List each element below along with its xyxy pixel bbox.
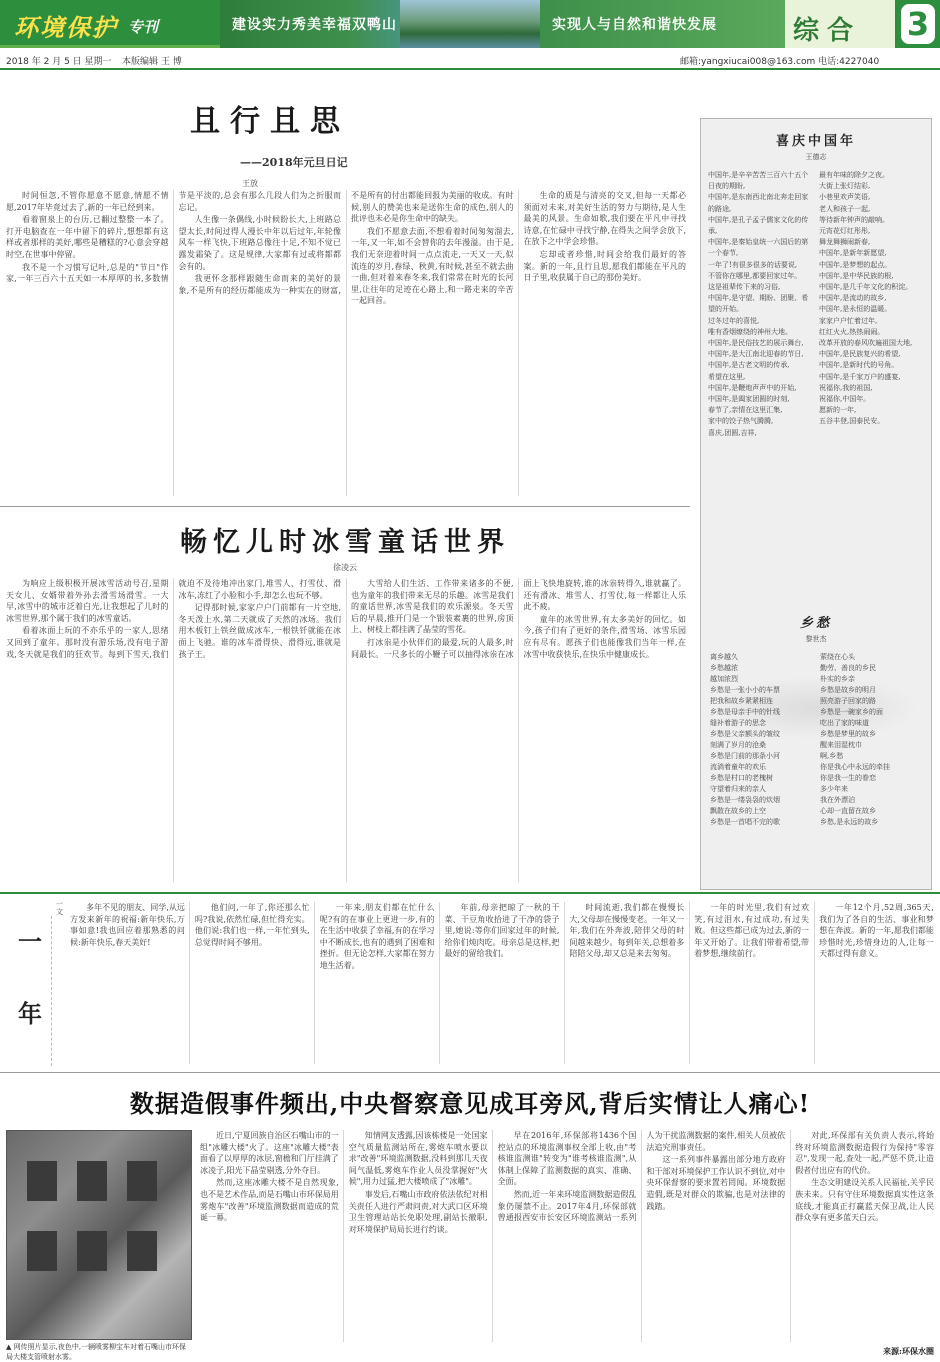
poem-line: 中国年,是新年新愿望, <box>819 249 887 258</box>
paragraph: 他们问,一年了,你还那么忙吗?我说,依然忙碌,但忙得充实。他们说:我们也一样,一年忙到头,总觉得时间不够用。 <box>194 903 310 947</box>
article-title: 数据造假事件频出,中央督察意见成耳旁风,背后实情让人痛心! <box>129 1089 811 1118</box>
paragraph: 一年的时光里,我们有过欢笑,有过泪水,有过成功,有过失败。但这些都已成为过去,新的一年又开始了。让我们带着希望,带着梦想,继续前行。 <box>694 903 810 959</box>
poem-line: 乡愁是一碗家乡的面 <box>820 708 883 716</box>
poem-line: 中国年,是永恒的温暖。 <box>819 305 892 314</box>
brand-block <box>0 0 220 48</box>
poem-line: 守望着归来的亲人 <box>710 785 766 793</box>
poem-line: 心却一直留在故乡 <box>820 807 876 815</box>
paragraph: 童年的冰雪世界,有太多美好的回忆。如今,孩子们有了更好的条件,滑雪场、冰雪乐园应有尽有。愿孩子们也能像我们当年一样,在冰雪中收获快乐,在快乐中健康成长。 <box>523 614 686 659</box>
masthead-rule <box>0 68 940 70</box>
poem-line: 中国年,是鞭炮声声中的开始, <box>708 383 797 392</box>
poem-line: 五谷丰登,国泰民安。 <box>819 417 885 426</box>
poem-line: 小巷里欢声笑语, <box>819 193 871 202</box>
poem-line: 离乡越久 <box>710 653 738 661</box>
poem-line: 醒来泪湿枕巾 <box>820 741 862 749</box>
photo-caption: ▲ 网传照片显示,夜色中,一辆喷雾柳宝车对着石嘴山市环保局大楼支管喷射水雾。 <box>6 1343 187 1361</box>
article-author: 一文 <box>56 900 63 916</box>
paragraph: 早在2016年,环保部将1436个国控站点的环境监测事权全部上收,由"考核谁监测谁"转变为"谁考核谁监测",从体制上保障了监测数据的真实、准确、全面。 <box>497 1131 637 1187</box>
poem-line: 照亮游子回家的路 <box>820 697 876 705</box>
poem-line: 希望在这里, <box>708 372 746 381</box>
poem-line: 我在外漂泊 <box>820 796 855 804</box>
poem-line: 家中的饺子热气腾腾, <box>708 417 774 426</box>
poem-line: 乡愁是故乡的明月 <box>820 686 876 694</box>
paragraph: 生态文明建设关系人民福祉,关乎民族未来。只有守住环境数据真实性这条底线,才能真正打赢蓝天保卫战,让人民群众享有更多蓝天白云。 <box>795 1178 934 1223</box>
poem-author: 黎世杰 <box>805 635 827 643</box>
paragraph: 我们不愿意去面,不想看着时间匆匆溜去,一年,又一年,如不会替你的去年漫溢。由于是,我们无奈迎着时间一点点流走,一天又一天,似流连的岁月,春绿、秋黄,有时候,甚至不就去曲一曲,但对着来春冬来,我们常常在时光的长河里,让往年的足迹在心路上,和一路走来的辛苦一起回首。 <box>351 226 514 306</box>
poem-line: 缝补着游子的思念 <box>710 719 766 727</box>
paragraph: 时间流逝,我们都在慢慢长大,父母却在慢慢变老。一年又一年,我们在外奔波,陪伴父母的时间越来越少。每到年关,总想着多陪陪父母,却又总是来去匆匆。 <box>569 903 685 959</box>
poem-line: 你是我一生的眷恋 <box>820 774 876 782</box>
poem-line: 中国年,是秦始皇统一六国后的第一个春节, <box>708 238 809 258</box>
poem-line: 中国年,是孔子孟子儒家文化的传承, <box>708 215 809 236</box>
slogan-banner-2 <box>540 0 785 48</box>
poem-line: 乡愁越浓 <box>710 664 738 672</box>
poem-line: 刻满了岁月的沧桑 <box>710 741 766 749</box>
article-author: 王放 <box>242 179 258 188</box>
article-author: 徐凌云 <box>333 563 357 572</box>
section-block <box>785 0 895 48</box>
poem-author: 王德志 <box>805 153 827 161</box>
poem-line: 中国年,是大江南北迎春的节日, <box>708 350 804 359</box>
poem-line: 勤劳、善良的乡民 <box>820 664 876 672</box>
poem-line: 喜庆,团圆,吉祥, <box>708 428 757 437</box>
photo-detail <box>27 1231 57 1271</box>
article-body <box>6 578 686 882</box>
contact-info: 邮箱:yangxiucai008@163.com 电话:4227040 <box>680 57 880 67</box>
poem-line: 中国年,是古老文明的传承, <box>708 361 790 370</box>
paragraph: 知情网友透露,因该栋楼是一处国家空气质量监测站所在,雾炮车喷水要以求"改善"环境监测数据,没料到那几天夜间气温低,雾炮车作业人员没掌握好"火候",用力过猛,把大楼喷成了"冰雕"。 <box>348 1131 488 1187</box>
poem-body <box>710 652 922 882</box>
poem-title: 乡愁 <box>799 616 832 631</box>
article-title-char: 年 <box>18 999 42 1028</box>
issue-date: 2018 年 2 月 5 日 星期一 <box>6 57 112 67</box>
paragraph: 看着窗泉上的台历,已翻过整整一本了。打开电脑查在一年中留下的碎片,想想都有这样或者那样的美好,哪些是糟糕的?心意会穿越时空,在世事中停留。 <box>6 215 169 259</box>
paragraph: 记得那时候,家家户户门前都有一片空地,冬天泼上水,第二天就成了天然的冰场。我们用木板钉上铁丝做成冰车,一根铁钎就能在冰面上飞驰。谁的冰车滑得快、滑得远,谁就是孩子王。 <box>178 603 341 659</box>
section-divider <box>0 892 940 894</box>
paragraph: 看着冰面上玩的不亦乐乎的一家人,思绪又回到了童年。那时没有游乐场,没有电子游戏,冬天就是我们的狂欢节。每到下雪天,我们就迫不及待地冲出家门,堆雪人、打雪仗、滑冰车,冻红了小脸和小手,却怎么也玩不够。 <box>6 579 341 659</box>
paragraph: 对此,环保部有关负责人表示,将始终对环境监测数据造假行为保持"零容忍",发现一起,查处一起,严惩不贷,让造假者付出应有的代价。 <box>795 1131 934 1175</box>
poem-line: 乡愁是一首唱不完的歌 <box>710 818 780 826</box>
paragraph: 一年12个月,52周,365天,我们为了各自的生活、事业和梦想在奔波。新的一年,愿我们都能珍惜时光,珍惜身边的人,让每一天都过得有意义。 <box>819 903 934 959</box>
title-ornament <box>4 916 52 1066</box>
poem-line: 红红火火,热热闹闹。 <box>819 327 885 336</box>
poem-line: 中国年,是几千年文化的积淀。 <box>819 283 913 292</box>
poem-line: 舞龙舞狮闹新春, <box>819 238 871 247</box>
poem-line: 飘散在故乡的上空 <box>710 807 766 815</box>
article-bingxue-tonghua <box>0 508 690 890</box>
poem-line: 中国年,是阖家团圆的时刻, <box>708 395 790 404</box>
article-yinian <box>0 896 940 1072</box>
poem-line: 元宵花灯红彤彤, <box>819 227 871 236</box>
poem-line: 中国年,是中华民族的根, <box>819 271 894 280</box>
poem-line: 把我和故乡紧紧相连 <box>710 697 773 705</box>
paragraph: 多年不见的朋友、同学,从远方发来新年的祝福:新年快乐,万事如意!我也回应着那熟悉的问候:新年快乐,春天美好! <box>70 903 185 947</box>
poem-line: 啊,乡愁 <box>820 752 844 760</box>
paragraph: 一年来,朋友们都在忙什么呢?有的在事业上更进一步,有的在生活中收获了幸福,有的在学习中不断成长,也有的遇到了困难和挫折。但无论怎样,大家都在努力地生活着。 <box>319 903 435 970</box>
paragraph: 打冰尜是小伙伴们的最爱,玩的人最多,时间最长。一尺多长的小鞭子可以抽得冰尜在冰面上飞快地旋转,谁的冰尜转得久,谁就赢了。还有滑冰、堆雪人、打雪仗,每一样都让人乐此不疲。 <box>351 579 686 659</box>
photo-detail <box>77 1161 107 1201</box>
landscape-photo <box>400 0 540 48</box>
poem-line: 过冬过年的喜悦, <box>708 316 760 325</box>
photo-detail <box>127 1231 157 1271</box>
divider <box>0 1072 940 1073</box>
poem-line: 乡愁,是永远的故乡 <box>820 818 879 826</box>
poem-line: 乡愁是门前的那条小河 <box>710 752 780 760</box>
poem-line: 大街上张灯结彩, <box>819 182 871 191</box>
poem-body <box>708 170 924 680</box>
article-source: 来源:环保水圈 <box>883 1346 934 1356</box>
poem-line: 中国年,是东南西北南北奔走回家的路途, <box>708 193 809 213</box>
article-body <box>6 190 686 496</box>
page-editor: 本版编辑 王 博 <box>122 57 182 67</box>
poem-line: 吃出了家的味道 <box>820 719 869 727</box>
poem-line: 等待新年钟声的敲响。 <box>819 215 889 224</box>
paragraph: 人生像一条偶线,小时候盼长大,上班路总望太长,时间过得人漫长中年以后过年,年轮像风车一样飞快,下班路总像往十足,不知不觉已露发霜染了。这是规律,大家都有过或将都都会有的。 <box>178 215 341 271</box>
poem-line: 老人和孩子一起, <box>819 204 871 213</box>
poem-line: 愿新的一年, <box>819 406 857 415</box>
brand-special-label: 专刊 <box>128 18 159 36</box>
poem-line: 祝福你,中国年。 <box>819 395 871 404</box>
poem-line: 唯有香烟缭绕的神州大地。 <box>708 327 792 336</box>
masthead <box>0 0 940 67</box>
poem-line: 中国年,是流动的故乡, <box>819 294 887 303</box>
poem-line: 乡愁是父亲额头的皱纹 <box>710 730 780 738</box>
paragraph: 事发后,石嘴山市政府依法依纪对相关责任人进行严肃问责,对大武口区环境卫生管理站站长免职处理,副站长撤职,对环境保护局局长进行约谈。 <box>348 1189 488 1234</box>
paragraph: 时间恒忽,不管你愿意不愿意,情愿不情愿,2017年毕竟过去了,新的一年已经到来。 <box>6 191 169 212</box>
page-number: 3 <box>901 4 935 44</box>
poem-line: 春节了,亲情在这里汇集, <box>708 406 783 415</box>
poetry-sidebar <box>700 118 932 890</box>
divider <box>0 506 690 507</box>
poem-line: 中国年,是辛辛苦苦三百六十五个日夜的期盼, <box>708 171 809 191</box>
paragraph: 然而,近一年来环境监测数据造假乱象仍屡禁不止。2017年4月,环保部就曾通报西安市长安区环境监测站一系列人为干扰监测数据的案件,相关人员被依法追究刑事责任。 <box>497 1131 786 1223</box>
poem-line: 萦绕在心头 <box>820 653 855 661</box>
poem-line: 你是我心中永远的牵挂 <box>820 763 890 771</box>
paragraph: 忘却或者珍惜,时间会给我们最好的答案。新的一年,且行且思,愿我们都能在平凡的日子里,收获属于自己的那份美好。 <box>523 249 686 283</box>
poem-line: 流淌着童年的欢乐 <box>710 763 766 771</box>
poem-line: 中国年,是新时代的号角。 <box>819 361 899 370</box>
poem-line: 乡愁是一张小小的车票 <box>710 686 780 694</box>
paragraph: 然而,这座冰雕大楼不是自然现象,也不是艺术作品,而是石嘴山市环保局用雾炮车"改善"环境监测数据而造成的荒诞一幕。 <box>200 1178 339 1223</box>
paragraph: 我不是一个习惯写记叶,总是的"节日"作家,一年三百六十五天如一本厚厚的书,多数情节是平淡的,总会有那么几段人们为之折服而忘记。 <box>6 191 341 284</box>
poem-line: 乡愁是母亲手中的针线 <box>710 708 780 716</box>
paragraph: 年前,母亲把晾了一秋的干菜、干豆角收拾进了干净的袋子里,她说:等你们回家过年的时候,给你们炖肉吃。母亲总是这样,把最好的留给我们。 <box>444 903 560 959</box>
news-photo <box>6 1130 192 1340</box>
poem-line: 最有年味的除夕之夜。 <box>819 171 889 179</box>
article-title: 且行且思 <box>190 104 350 139</box>
photo-detail <box>77 1231 107 1271</box>
article-subtitle: ——2018年元旦日记 <box>240 156 348 169</box>
poem-line: 一年了!有很多很多的话要说, <box>708 260 798 269</box>
poem-line: 这是祖辈传下来的习俗, <box>708 283 781 292</box>
poem-line: 中国年,是民族复兴的希望, <box>819 350 901 359</box>
slogan-2: 实现人与自然和谐快发展 <box>552 17 717 33</box>
article-body <box>70 902 934 1064</box>
poem-line: 中国年,是民俗技艺的展示舞台, <box>708 339 804 348</box>
poem-line: 乡愁是村口的老槐树 <box>710 774 773 782</box>
paragraph: 近日,宁夏回族自治区石嘴山市的一组"冰雕大楼"火了。这座"冰雕大楼"表面看了以厚厚的冰层,窗檐和门厅挂满了冰凌子,阳光下晶莹剔透,分外夺目。 <box>200 1131 339 1175</box>
page-number-block <box>895 0 940 48</box>
paragraph: 我更怀念那样跟随生命而来的美好的景象,不是所有的经历都能成为一种实在的财富,不是所有的付出都能回报为美丽的收成。有时候,别人的赞美也来是送你生命的成色,别人的批评也未必是你生命中的缺失。 <box>178 191 514 295</box>
section-name: 综合 <box>793 16 862 46</box>
article-title: 畅忆儿时冰雪童话世界 <box>180 527 510 558</box>
slogan-1: 建设实力秀美幸福双鸭山 <box>232 17 397 33</box>
article-title-char: 一 <box>18 927 42 956</box>
article-qiexingqiesi <box>0 74 690 506</box>
photo-detail <box>127 1161 157 1201</box>
poem-line: 乡愁是梦里的故乡 <box>820 730 876 738</box>
article-body <box>200 1130 934 1342</box>
poem-line: 中国年,是梦想的起点。 <box>819 260 892 269</box>
poem-title: 喜庆中国年 <box>775 134 856 149</box>
poem-line: 朴实的乡亲 <box>820 675 855 683</box>
info-bar <box>0 52 940 68</box>
paragraph: 大雪给人们生活、工作带来诸多的不便,也为童年的我们带来无尽的乐趣。冰雪是我们的童话世界,冰雪是我们的欢乐源泉。冬天雪后的早晨,推开门是一个银装素裹的世界,房顶上、树枝上都挂满了晶莹的雪花。 <box>351 579 514 635</box>
poem-line: 中国年,是千家万户的盛宴, <box>819 372 901 381</box>
paragraph: 这一系列事件暴露出部分地方政府和干部对环境保护工作认识不到位,对中央环保督察的要求置若罔闻。环境数据造假,既是对群众的欺骗,也是对法律的践踏。 <box>646 1155 786 1211</box>
photo-detail <box>27 1161 57 1201</box>
poem-line: 改革开放的春风吹遍祖国大地, <box>819 339 913 348</box>
brand-title: 环境保护 <box>14 14 118 42</box>
poem-line: 乡愁是一缕袅袅的炊烟 <box>710 796 780 804</box>
paragraph: 为响应上级积极开展冰雪活动号召,星期天女儿、女婿带着外孙去滑雪场滑雪。一大早,冰雪中的城市泛着白光,让我想起了儿时的冰雪世界,那个属于我们的冰雪童话。 <box>6 579 169 623</box>
poem-line: 祝福你,我的祖国, <box>819 383 873 392</box>
paragraph: 生命的质是与清亮的交叉,但每一天都必须面对未来,对美好生活的努力与期待,是人生最美的风景。生命如歌,我们要在平凡中寻找诗意,在忙碌中寻找宁静,在得失之间学会放下,在放下之中学会珍惜。 <box>523 191 686 247</box>
poem-line: 中国年,是守望、期盼、团聚、希望的开始。 <box>708 294 809 314</box>
poem-line: 不管你在哪里,都要回家过年。 <box>708 271 802 280</box>
poem-line: 家家户户忙着过年, <box>819 316 878 325</box>
poem-line: 越加浓烈 <box>710 675 738 683</box>
poem-line: 多少年来 <box>820 785 848 793</box>
article-data-fraud <box>0 1074 940 1360</box>
